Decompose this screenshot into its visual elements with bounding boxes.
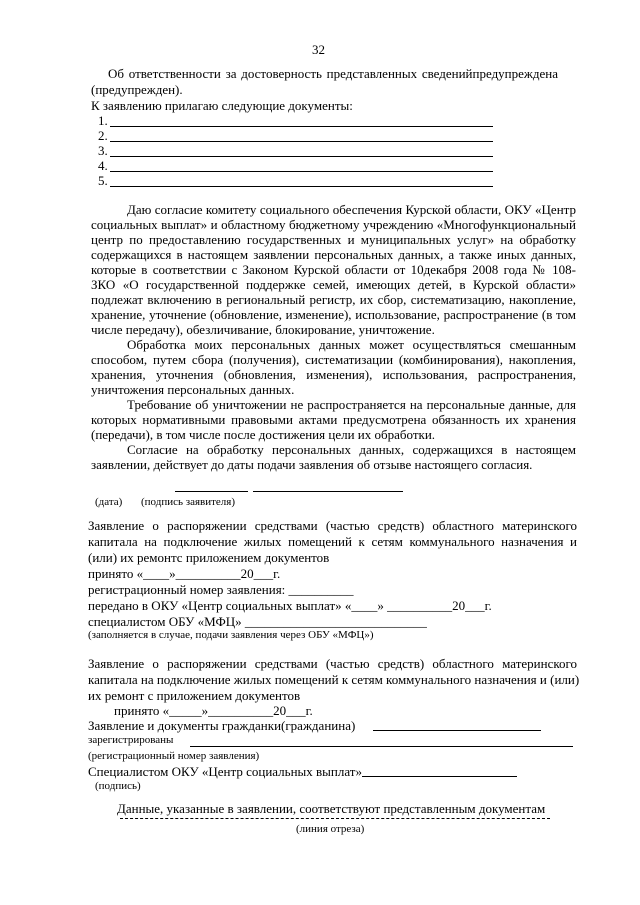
block2-registered-label: зарегистрированы (88, 734, 174, 746)
list-item-number: 1. (98, 113, 108, 128)
block1-specialist: специалистом ОБУ «МФЦ» ____________________________ (88, 614, 427, 629)
signature-label: (подпись заявителя) (141, 496, 236, 508)
block2-title-line: Заявление о распоряжении средствами (частью средств) областного материнского (88, 656, 577, 671)
destruction-line: Требование об уничтожении не распространяется на персональные данные, для (127, 397, 576, 412)
block1-note: (заполняется в случае, подачи заявления через ОБУ «МФЦ») (88, 629, 374, 641)
list-item-number: 2. (98, 128, 108, 143)
consent-line: центр по предоставлению государственных и муниципальных услуг» на обработку (91, 232, 576, 247)
processing-line: хранения, уточнения (обновления, изменения), использования, распространения, (91, 367, 576, 382)
consent-line: содержащихся в настоящем заявлении персональных данных, а также иных данных, (91, 247, 576, 262)
block2-reg-number-note: (регистрационный номер заявления) (88, 750, 260, 762)
processing-line: уничтожения персональных данных. (91, 382, 295, 397)
consent-line: числе передачу), обезличивание, блокирование, уничтожение. (91, 322, 435, 337)
responsibility-statement-cont: (предупрежден). (91, 82, 183, 97)
consent-line: хранение, уточнение (обновление, изменение), использование, распространение (в том (91, 307, 576, 322)
citizen-name-line[interactable] (373, 730, 541, 731)
block2-docs-label: Заявление и документы гражданки(гражданина) (88, 718, 356, 733)
list-item-line[interactable] (110, 171, 493, 172)
validity-line: Согласие на обработку персональных данных, содержащихся в настоящем (127, 442, 576, 457)
block1-title-line: (или) их ремонтс приложением документов (88, 550, 330, 565)
attachments-heading: К заявлению прилагаю следующие документы: (91, 98, 353, 113)
block1-accepted-date: принято «____»__________20___г. (88, 566, 281, 581)
destruction-line: которых нормативными правовыми актами предусмотрена обязанность их хранения (91, 412, 576, 427)
list-item-line[interactable] (110, 126, 493, 127)
processing-line: способом, путем сбора (получения), систематизации (комбинирования), накопления, (91, 352, 576, 367)
specialist-signature-line[interactable] (362, 776, 517, 777)
block1-transferred: передано в ОКУ «Центр социальных выплат» «____» __________20___г. (88, 598, 492, 613)
block2-title-line: их ремонт с приложением документов (88, 688, 301, 703)
block1-title-line: капитала на подключение жилых помещений к сетям коммунального назначения и (88, 534, 577, 549)
registered-line[interactable] (190, 746, 573, 747)
consent-line: социальных выплат» и областному бюджетному учреждению «Многофункциональный (91, 217, 576, 232)
consent-line: ЗКО «О государственной поддержке семей, имеющих детей, в Курской области» (91, 277, 576, 292)
list-item-line[interactable] (110, 186, 493, 187)
processing-line: Обработка моих персональных данных может осуществляться смешанным (127, 337, 576, 352)
list-item-line[interactable] (110, 141, 493, 142)
date-label: (дата) (95, 496, 123, 508)
list-item-line[interactable] (110, 156, 493, 157)
consent-line: Даю согласие комитету социального обеспечения Курской области, ОКУ «Центр (127, 202, 576, 217)
validity-line: заявлении, действует до даты подачи заявления об отзыве настоящего согласия. (91, 457, 533, 472)
date-line[interactable] (175, 491, 248, 492)
destruction-line: (передачи), в том числе после достижения цели их обработки. (91, 427, 436, 442)
list-item-number: 4. (98, 158, 108, 173)
block2-accepted-date: принято «_____»__________20___г. (114, 703, 313, 718)
cut-line (120, 818, 550, 819)
page-number: 32 (312, 42, 325, 57)
signature-line[interactable] (253, 491, 403, 492)
conformity-statement: Данные, указанные в заявлении, соответствуют представленным документам (117, 801, 546, 816)
list-item-number: 5. (98, 173, 108, 188)
list-item-number: 3. (98, 143, 108, 158)
cut-line-label: (линия отреза) (296, 823, 365, 835)
consent-line: подлежат включению в региональный регистр, их сбор, систематизацию, накопление, (91, 292, 576, 307)
block2-sign-note: (подпись) (95, 780, 141, 792)
block1-title-line: Заявление о распоряжении средствами (частью средств) областного материнского (88, 518, 577, 533)
block2-specialist-label: Специалистом ОКУ «Центр социальных выплат» (88, 764, 362, 779)
consent-line: которые в соответствии с Законом Курской области от 10декабря 2008 года № 108- (91, 262, 576, 277)
block1-reg-number: регистрационный номер заявления: __________ (88, 582, 354, 597)
block2-title-line: капитала на подключение жилых помещений к сетям коммунального назначения и (или) (88, 672, 580, 687)
responsibility-statement: Об ответственности за достоверность представленных сведенийпредупреждена (108, 66, 558, 81)
